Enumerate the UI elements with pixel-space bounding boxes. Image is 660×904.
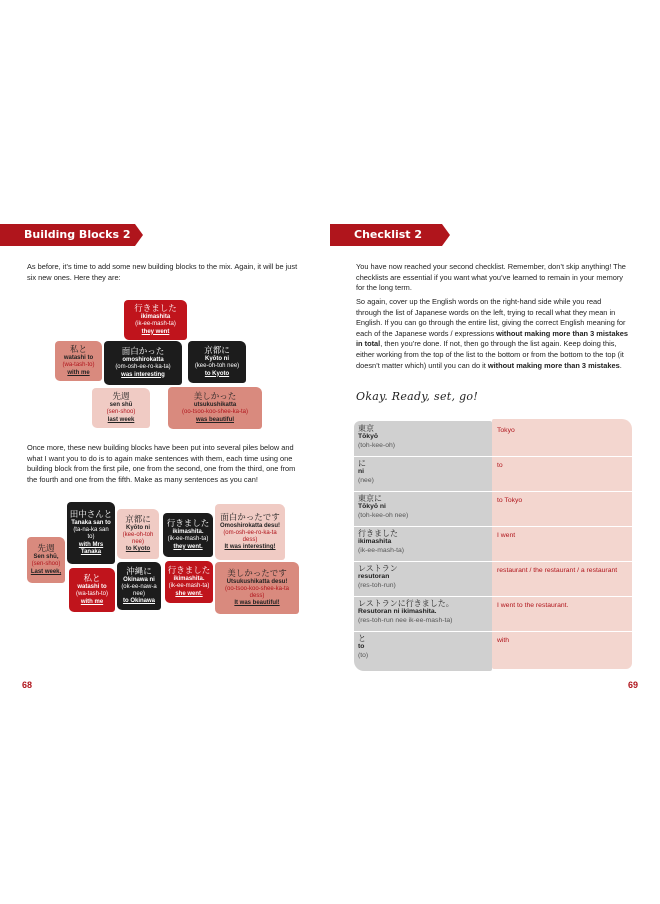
block-en: with me xyxy=(67,369,90,376)
instructions-emphasis-2: without making more than 3 mistakes xyxy=(487,360,620,370)
block-jp: 先週 xyxy=(112,392,130,403)
row-en: I went to the restaurant. xyxy=(497,602,569,609)
row-romaji: Resutoran ni ikimashita. xyxy=(358,608,437,616)
block-pron: (kee-oh-toh nee) xyxy=(194,363,240,370)
row-en: I went xyxy=(497,532,516,539)
checklist-instructions xyxy=(356,297,628,371)
row-jp: 東京 xyxy=(358,424,374,433)
block-romaji: sen shū xyxy=(109,402,133,409)
block-sen-shu xyxy=(92,388,150,428)
row-jp: 行きました xyxy=(358,529,398,538)
row-romaji: Tōkyō xyxy=(358,433,379,441)
block-romaji: Kyōto ni xyxy=(205,356,229,363)
block-en: It was beautiful! xyxy=(234,600,280,607)
row-jp: レストランに行きました。 xyxy=(358,599,454,608)
block-pron: (oo-tsoo-koo-shee-ka-ta dess) xyxy=(224,585,290,599)
pile-4-she-went xyxy=(165,561,213,603)
block-en: they went xyxy=(141,328,170,335)
instructions-part-c: , then you’re done. If not, then go through the list again. Keep doing this, either working from the top of the list to the bottom or from the bottom to the top (it doesn’t matter which) until you can do it xyxy=(356,339,624,370)
block-pron: (om-osh-ee-ro-ka-ta) xyxy=(115,364,171,371)
pile-2-watashi-to xyxy=(69,568,115,612)
block-jp: 行きました xyxy=(134,304,177,315)
checklist-row xyxy=(354,422,632,457)
instructions-emphasis-1: without making more than 3 mistakes in total xyxy=(356,328,628,349)
block-romaji: watashi to xyxy=(63,355,94,362)
block-jp: 行きました xyxy=(167,566,211,577)
block-kyoto-ni xyxy=(188,341,246,383)
block-pron: (ta-na-ka san to) xyxy=(73,527,109,541)
intro-text: As before, it’s time to add some new building blocks to the mix. Again, it will be just six new ones. Here they are: xyxy=(27,262,298,282)
row-romaji: ikimashita xyxy=(358,538,392,546)
block-pron: (om-osh-ee-ro-ka-ta dess) xyxy=(223,529,277,543)
block-pron: (kee-oh-toh nee) xyxy=(122,531,154,545)
row-pron: (nee) xyxy=(358,476,374,484)
block-en: was beautiful xyxy=(195,416,234,423)
block-jp: 京都に xyxy=(125,514,151,525)
row-jp: 東京に xyxy=(358,494,382,503)
block-pron: (ok-ee-naw-a nee) xyxy=(121,583,157,597)
block-romaji: Tanaka san to xyxy=(71,519,111,526)
checklist-row xyxy=(354,597,632,632)
checklist-row xyxy=(354,527,632,562)
checklist-row xyxy=(354,562,632,597)
pile-5-interesting xyxy=(215,504,285,560)
block-pron: (ik-ee-mash-ta) xyxy=(167,536,209,543)
block-romaji: Kyōto ni xyxy=(126,524,150,531)
row-en: restaurant / the restaurant / a restaurant xyxy=(497,567,618,574)
block-jp: 私と xyxy=(83,574,101,585)
block-omoshirokatta xyxy=(104,341,182,385)
block-romaji: ikimashita xyxy=(140,314,171,321)
block-ikimashita xyxy=(124,300,187,340)
block-romaji: watashi to xyxy=(77,584,107,591)
pile-1-sen-shu xyxy=(27,537,65,583)
checklist-row xyxy=(354,457,632,492)
block-en: It was interesting! xyxy=(224,544,276,551)
block-jp: 私と xyxy=(69,345,87,356)
block-romaji: omoshirokatta xyxy=(122,357,164,364)
checklist-intro: You have now reached your second checklist. Remember, don’t skip anything! The checklists are essential if you want what you’ve learned to remain in your memory for the long term. xyxy=(356,262,626,293)
block-utsukushikatta xyxy=(168,387,262,429)
block-jp: 美しかったです xyxy=(227,568,287,579)
pile-5-beautiful xyxy=(215,562,299,614)
pile-3-okinawa-ni xyxy=(117,562,161,610)
row-pron: (toh-kee-oh nee) xyxy=(358,511,409,519)
checklist-row xyxy=(354,632,632,669)
block-pron: (ik-ee-mash-ta) xyxy=(135,321,176,328)
row-en: to xyxy=(497,462,503,469)
row-jp: に xyxy=(358,459,366,468)
block-jp: 沖縄に xyxy=(126,566,152,577)
block-en: Last week, xyxy=(30,568,62,575)
block-jp: 美しかった xyxy=(193,392,237,403)
block-pron: (wa-tash-to) xyxy=(75,591,108,598)
checklist-row xyxy=(354,492,632,527)
block-romaji: ikimashita. xyxy=(173,576,205,583)
block-en: she went. xyxy=(175,590,203,597)
row-pron: (toh-kee-oh) xyxy=(358,441,396,449)
instructions-text: Once more, these new building blocks have been put into several piles below and what I want you to do is to again make sentences with them, each time using one building block from the first pile, one from the second, one from the third, one from the fourth and one from the fifth. Make as many sentences as you can! xyxy=(27,443,296,484)
page-number-right: 69 xyxy=(628,680,639,690)
block-pron: (oo-tsoo-koo-shee-ka-ta) xyxy=(181,409,249,416)
block-jp: 行きました xyxy=(166,519,210,530)
block-en: with Mrs Tanaka xyxy=(78,541,104,555)
block-en: to Okinawa xyxy=(122,598,155,605)
block-pron: (ik-ee-mash-ta) xyxy=(168,583,210,590)
block-en: they went. xyxy=(173,543,203,550)
block-jp: 先週 xyxy=(37,544,55,555)
row-pron: (res-toh-run) xyxy=(358,581,396,589)
block-romaji: Sen shū, xyxy=(33,554,59,561)
block-jp: 京都に xyxy=(204,346,230,357)
block-pron: (sen-shoo) xyxy=(106,409,136,416)
block-jp: 面白かったです xyxy=(220,512,280,523)
row-en: to Tokyo xyxy=(497,497,523,504)
block-en: last week xyxy=(107,416,135,423)
row-pron: (ik-ee-mash-ta) xyxy=(358,546,405,554)
block-romaji: Okinawa ni xyxy=(123,576,155,583)
block-jp: 面白かった xyxy=(121,347,165,358)
instructions-part-e: . xyxy=(619,360,622,370)
row-pron: (res-toh-run nee ik-ee-mash-ta) xyxy=(358,616,453,624)
block-en: was interesting xyxy=(121,371,165,378)
block-watashi-to xyxy=(55,341,102,381)
block-en: to Kyoto xyxy=(125,546,151,553)
pile-4-they-went xyxy=(163,513,213,557)
block-pron: (wa-tash-to) xyxy=(62,362,95,369)
block-en: with me xyxy=(80,598,104,605)
instructions-part-a: So again, cover up the English words on the right-hand side while you read through the list of Japanese words on the left, trying to recall what they mean in English. If you can go through the entire list, giving the correct English meaning for each of the Japanese words / expressions xyxy=(356,297,626,338)
row-en: Tokyo xyxy=(497,427,515,434)
row-romaji: Tōkyō ni xyxy=(358,503,386,511)
block-en: to Kyoto xyxy=(204,370,230,377)
row-jp: レストラン xyxy=(358,564,398,573)
building-blocks-banner: Building Blocks 2 xyxy=(0,224,135,246)
row-romaji: resutoran xyxy=(358,573,390,581)
block-romaji: Utsukushikatta desu! xyxy=(226,578,288,585)
pile-2-tanaka-san-to xyxy=(67,502,115,564)
ready-set-go: Okay. Ready, set, go! xyxy=(356,390,479,403)
page-number-left: 68 xyxy=(22,680,33,690)
row-en: with xyxy=(497,637,510,644)
row-romaji: to xyxy=(358,643,365,651)
block-romaji: Omoshirokatta desu! xyxy=(219,522,280,529)
block-romaji: utsukushikatta xyxy=(193,402,237,409)
block-romaji: ikimashita. xyxy=(172,529,204,536)
block-jp: 田中さんと xyxy=(69,509,113,520)
pile-3-kyoto-ni xyxy=(117,509,159,559)
block-pron: (sen-shoo) xyxy=(31,561,61,568)
checklist-banner: Checklist 2 xyxy=(330,224,442,246)
row-romaji: ni xyxy=(358,468,365,476)
row-jp: と xyxy=(358,634,366,643)
row-pron: (to) xyxy=(358,651,369,659)
